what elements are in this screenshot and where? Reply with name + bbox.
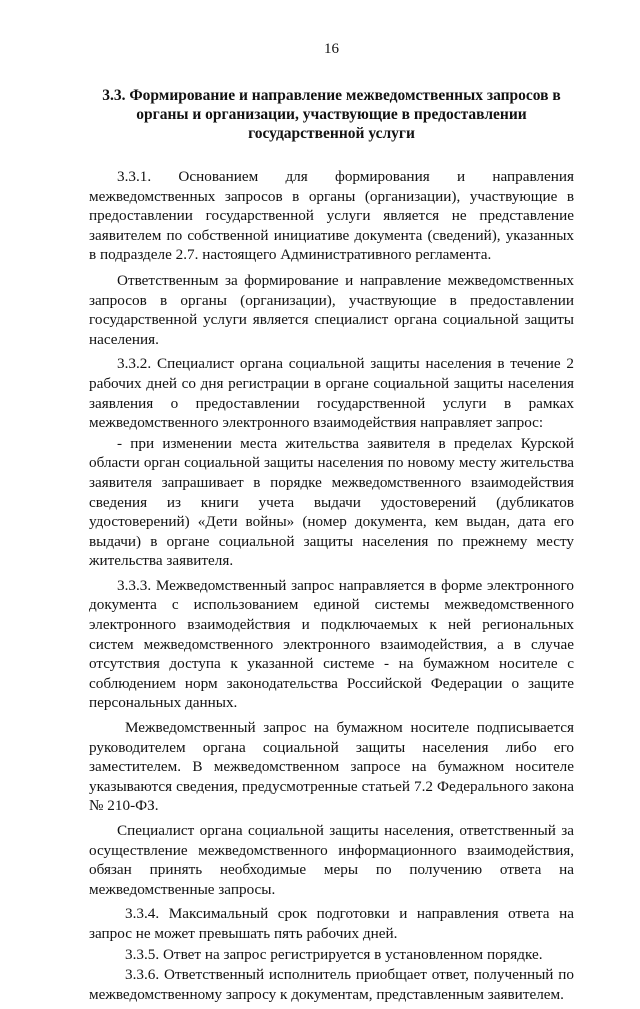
paragraph-3-3-6: 3.3.6. Ответственный исполнитель приобщает ответ, полученный по межведомственному запросу к документам, представленным заявителем. — [89, 966, 574, 1003]
paragraph-3-3-1: 3.3.1. Основанием для формирования и направления межведомственных запросов в органы (организации), участвующие в предоставлении государственной услуги является не представление заявителем по собственной инициативе документа (сведений), указанных в подразделе 2.7. настоящего Административного регламента. — [89, 168, 574, 264]
paragraph-3-3-2: 3.3.2. Специалист органа социальной защиты населения в течение 2 рабочих дней со дня регистрации в органе социальной защиты населения заявления о предоставлении государственной услуги в рамках межведомственного электронного взаимодействия направляет запрос: — [89, 355, 574, 432]
paragraph-3-3-3: 3.3.3. Межведомственный запрос направляется в форме электронного документа с использованием единой системы межведомственного электронного взаимодействия и подключаемых к ней региональных систем межведомственного электронного взаимодействия, а в случае отсутствия доступа к указанной системе - на бумажном носителе с соблюдением норм законодательства Российской Федерации о защите персональных данных. — [89, 576, 574, 712]
page-number: 16 — [324, 41, 339, 57]
paragraph-responsible: Ответственным за формирование и направление межведомственных запросов в органы (организации), участвующие в предоставлении государственной услуги является специалист органа социальной защиты населения. — [89, 271, 574, 348]
paragraph-paper-request: Межведомственный запрос на бумажном носителе подписывается руководителем органа социальной защиты населения либо его заместителем. В межведомственном запросе на бумажном носителе указываются сведения, предусмотренные статьей 7.2 Федерального закона № 210-ФЗ. — [89, 719, 574, 815]
paragraph-3-3-4: 3.3.4. Максимальный срок подготовки и направления ответа на запрос не может превышать пять рабочих дней. — [89, 905, 574, 942]
paragraph-list-item: - при изменении места жительства заявителя в пределах Курской области орган социальной защиты населения по новому месту жительства заявителя запрашивает в порядке межведомственного взаимодействия сведения из книги учета выдачи удостоверений (дубликатов удостоверений) «Дети войны» (номер документа, кем выдан, дата его выдачи) в органе социальной защиты населения по прежнему месту жительства заявителя. — [89, 434, 574, 570]
section-title: 3.3. Формирование и направление межведомственных запросов в органы и организации, участвующие в предоставлении государственной услуги — [102, 87, 561, 142]
document-page — [89, 40, 574, 1009]
paragraph-3-3-5: 3.3.5. Ответ на запрос регистрируется в установленном порядке. — [125, 945, 543, 963]
paragraph-specialist: Специалист органа социальной защиты населения, ответственный за осуществление межведомственного информационного взаимодействия, обязан принять необходимые меры по получению ответа на межведомственные запросы. — [89, 822, 574, 898]
